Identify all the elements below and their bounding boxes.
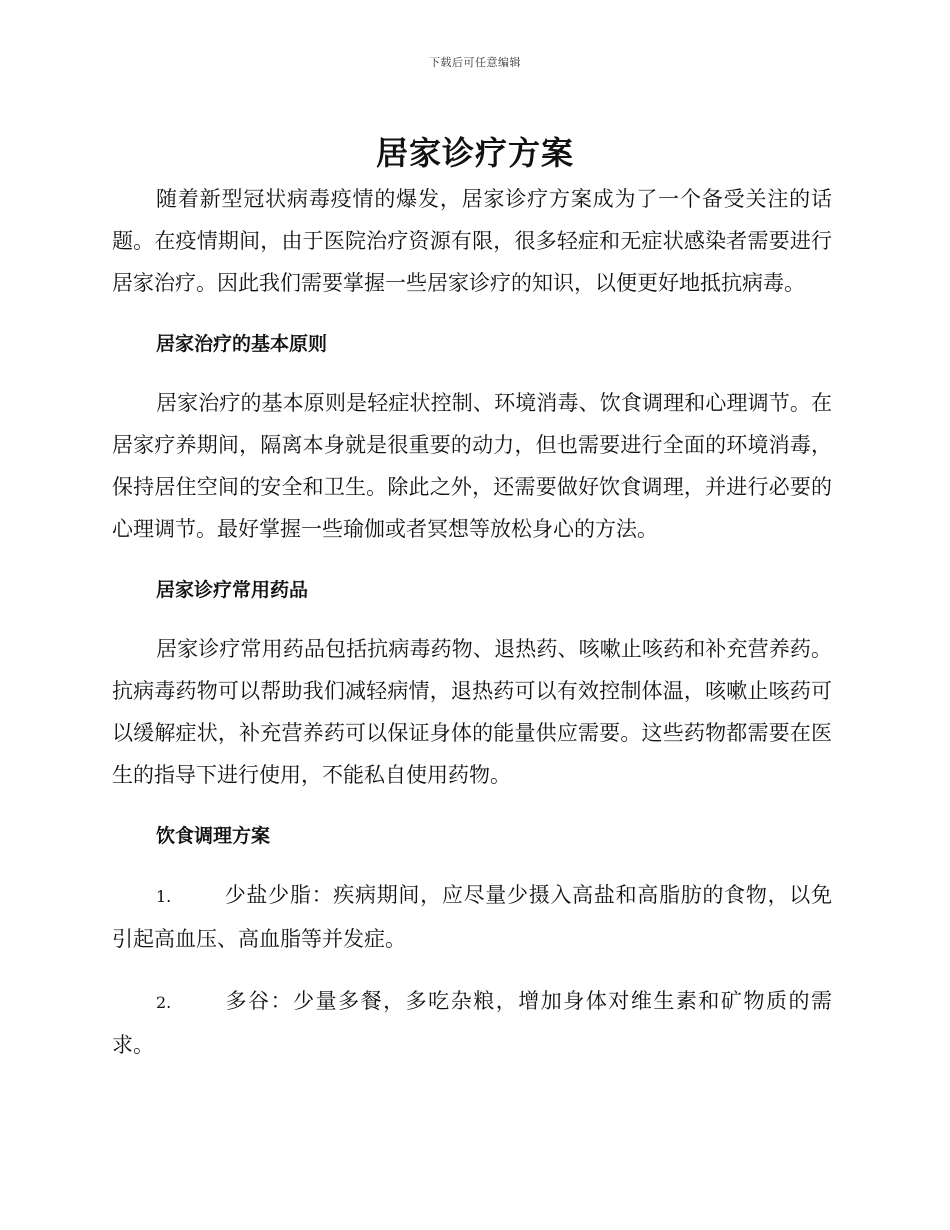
intro-paragraph: 随着新型冠状病毒疫情的爆发，居家诊疗方案成为了一个备受关注的话题。在疫情期间，由于医院治疗资源有限，很多轻症和无症状感染者需要进行居家治疗。因此我们需要掌握一些居家诊疗的知识，以便更好地抵抗病毒。: [112, 187, 832, 295]
list-number: 1.: [156, 887, 172, 906]
section-heading-diet: 饮食调理方案: [156, 825, 271, 847]
list-item: [112, 980, 832, 1066]
section-body-principles: 居家治疗的基本原则是轻症状控制、环境消毒、饮食调理和心理调节。在居家疗养期间，隔离本身就是很重要的动力，但也需要进行全面的环境消毒，保持居住空间的安全和卫生。除此之外，还需要做好饮食调理，并进行必要的心理调节。最好掌握一些瑜伽或者冥想等放松身心的方法。: [112, 391, 832, 541]
document-body: [112, 178, 832, 1086]
section-heading-medicines: 居家诊疗常用药品: [156, 579, 309, 601]
section-body-medicines: 居家诊疗常用药品包括抗病毒药物、退热药、咳嗽止咳药和补充营养药。抗病毒药物可以帮助我们减轻病情，退热药可以有效控制体温，咳嗽止咳药可以缓解症状，补充营养药可以保证身体的能量供应需要。这些药物都需要在医生的指导下进行使用，不能私自使用药物。: [112, 637, 832, 787]
list-text: 少盐少脂：疾病期间，应尽量少摄入高盐和高脂肪的食物，以免引起高血压、高血脂等并发症。: [112, 883, 832, 951]
document-title: 居家诊疗方案: [375, 134, 574, 172]
list-number: 2.: [156, 993, 172, 1012]
section-heading-principles: 居家治疗的基本原则: [156, 333, 328, 355]
list-item: [112, 874, 832, 960]
list-text: 多谷：少量多餐，多吃杂粮，增加身体对维生素和矿物质的需求。: [112, 989, 832, 1057]
header-note: 下载后可任意编辑: [429, 56, 521, 69]
